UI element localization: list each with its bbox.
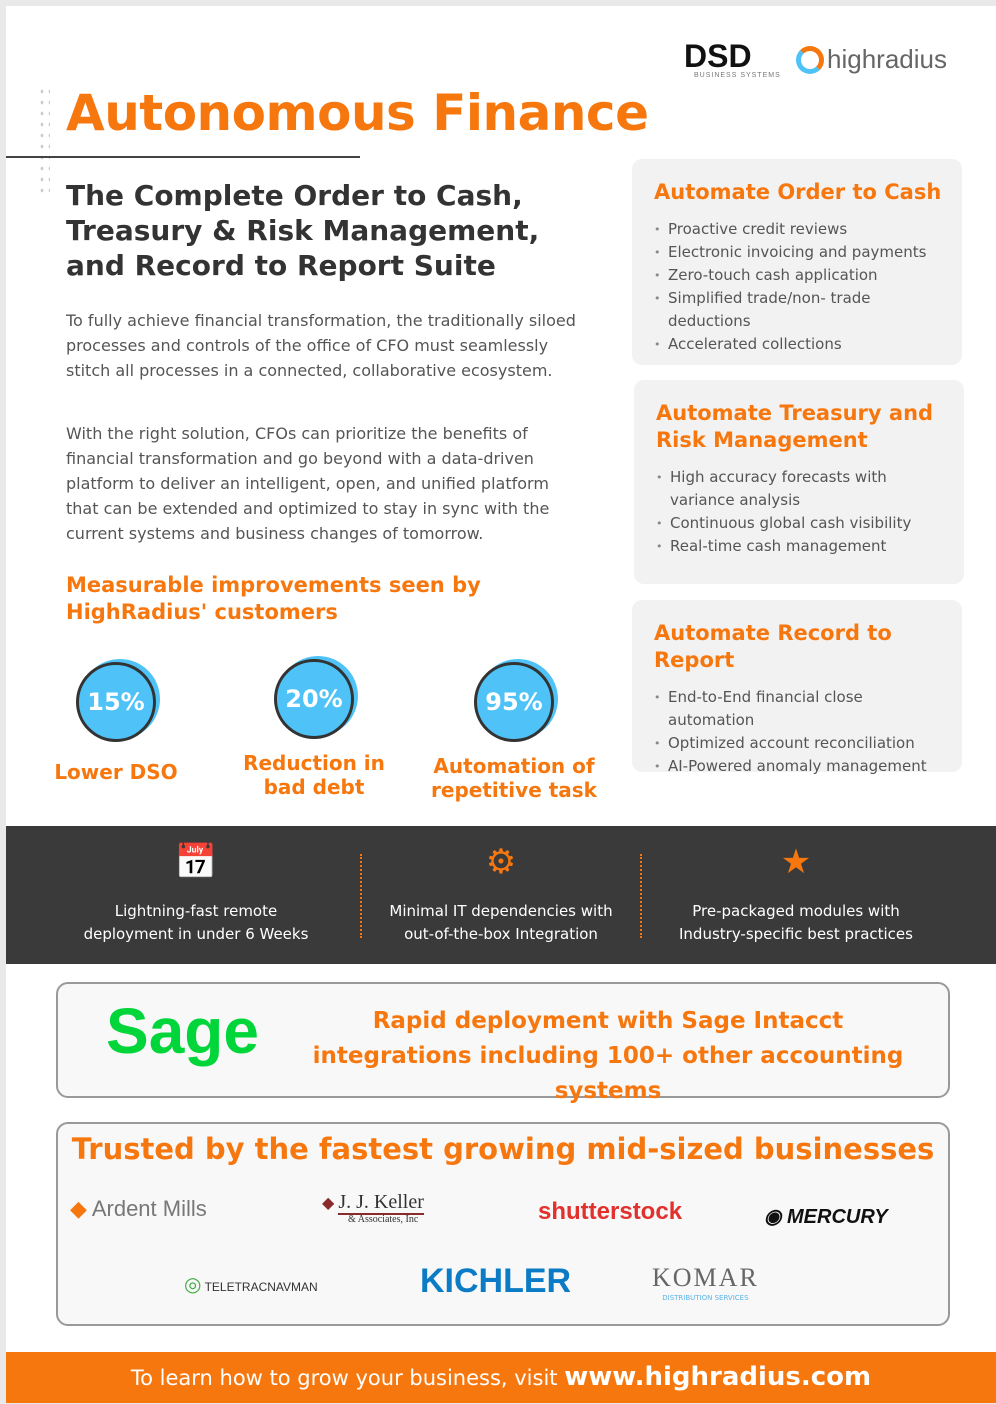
feature-integration — [376, 826, 626, 964]
star-icon: ★ — [780, 842, 812, 882]
highradius-logo-icon — [796, 46, 824, 74]
stat-automation — [414, 662, 614, 802]
stat-label: Reduction in bad debt — [243, 751, 385, 799]
feature-deployment — [76, 826, 316, 964]
sage-box — [56, 982, 950, 1104]
feature-text: Minimal IT dependencies with out-of-the-box Integration — [389, 902, 613, 943]
logo-text: KOMAR — [652, 1263, 759, 1292]
logo-text: DISTRIBUTION SERVICES — [662, 1294, 749, 1302]
stat-circle: 20% — [274, 659, 354, 739]
measurable-heading: Measurable improvements seen by HighRadius' customers — [66, 573, 481, 624]
card-item: • Electronic invoicing and payments — [654, 241, 952, 264]
sage-text: Rapid deployment with Sage Intacct integrations including 100+ other accounting systems — [312, 1008, 904, 1104]
logo-text: TELETRACNAVMAN — [204, 1280, 318, 1294]
card-item: • Simplified trade/non- trade deductions — [654, 287, 952, 333]
divider — [360, 854, 362, 938]
logo-text: MERCURY — [787, 1206, 888, 1228]
stat-lower-dso — [26, 662, 206, 784]
stat-circle: 15% — [76, 662, 156, 742]
feature-text: Pre-packaged modules with Industry-specific best practices — [679, 902, 913, 943]
stat-bad-debt — [224, 659, 404, 799]
intro-paragraph: To fully achieve financial transformation, the traditionally siloed processes and controls of the office of CFO must seamlessly stitch all processes in a connected, collaborative ecosystem. — [66, 311, 576, 380]
footer-banner — [6, 1352, 996, 1403]
card-item: • High accuracy forecasts with variance analysis — [656, 466, 954, 512]
komar-logo — [652, 1263, 759, 1306]
logo-text: J. J. Keller — [338, 1191, 424, 1213]
card-title: Automate Treasury and Risk Management — [656, 401, 934, 452]
logo-text: Ardent Mills — [91, 1196, 207, 1221]
card-order-to-cash — [632, 159, 962, 365]
card-item: • Proactive credit reviews — [654, 218, 952, 241]
dsd-logo-sub: BUSINESS SYSTEMS — [694, 72, 781, 79]
subtitle: The Complete Order to Cash, Treasury & Risk Management, and Record to Report Suite — [66, 179, 540, 282]
features-band — [6, 826, 996, 964]
teletrac-navman-logo: ◎ TELETRACNAVMAN — [184, 1274, 318, 1296]
feature-modules — [666, 826, 926, 964]
feature-text: Lightning-fast remote deployment in under 6 Weeks — [83, 902, 309, 943]
page-title: Autonomous Finance — [66, 84, 649, 142]
ardent-mills-logo: ◆ Ardent Mills — [70, 1196, 207, 1221]
divider — [640, 854, 642, 938]
card-item: • End-to-End financial close automation — [654, 686, 952, 732]
decorative-dots — [38, 86, 50, 196]
stat-label: Lower DSO — [54, 760, 178, 784]
page — [6, 6, 996, 1403]
footer-link[interactable]: www.highradius.com — [564, 1362, 872, 1392]
card-treasury — [634, 380, 964, 584]
card-record-to-report — [632, 600, 962, 775]
highradius-logo-text: highradius — [827, 44, 947, 74]
footer-text: To learn how to grow your business, visit — [130, 1366, 565, 1390]
jj-keller-logo: ◆ J. J. Keller & Associates, Inc — [322, 1194, 424, 1228]
card-item: • Optimized account reconciliation — [654, 732, 952, 755]
stat-label: Automation of repetitive task — [431, 754, 597, 802]
highradius-logo — [796, 44, 947, 75]
dsd-logo — [684, 40, 784, 79]
shutterstock-logo: shutterstock — [538, 1198, 683, 1225]
trusted-heading: Trusted by the fastest growing mid-sized businesses — [71, 1132, 935, 1166]
card-item: • Real-time cash management — [656, 535, 954, 558]
gear-icon: ⚙ — [485, 842, 517, 882]
solution-paragraph: With the right solution, CFOs can prioritize the benefits of financial transformation and go beyond with a data-driven platform to deliver an intelligent, open, and unified platform that can be extended and optimized to stay in sync with the current systems and business changes of tomorrow. — [66, 424, 550, 543]
title-divider — [6, 156, 360, 158]
stat-circle: 95% — [474, 662, 554, 742]
sage-logo: Sage — [106, 995, 259, 1067]
card-item: • Zero-touch cash application — [654, 264, 952, 287]
card-title: Automate Order to Cash — [654, 180, 942, 204]
trusted-box — [56, 1122, 950, 1326]
card-item: • AI-Powered anomaly management — [654, 755, 952, 778]
dsd-logo-text: DSD — [684, 38, 752, 74]
card-item: • Accelerated collections — [654, 333, 952, 356]
mercury-logo: ◉ MERCURY — [764, 1206, 888, 1228]
logo-text: & Associates, Inc — [348, 1214, 419, 1225]
kichler-logo: KICHLER — [420, 1262, 572, 1300]
card-title: Automate Record to Report — [654, 621, 892, 672]
card-item: • Continuous global cash visibility — [656, 512, 954, 535]
calendar-icon: 📅 — [174, 842, 218, 882]
